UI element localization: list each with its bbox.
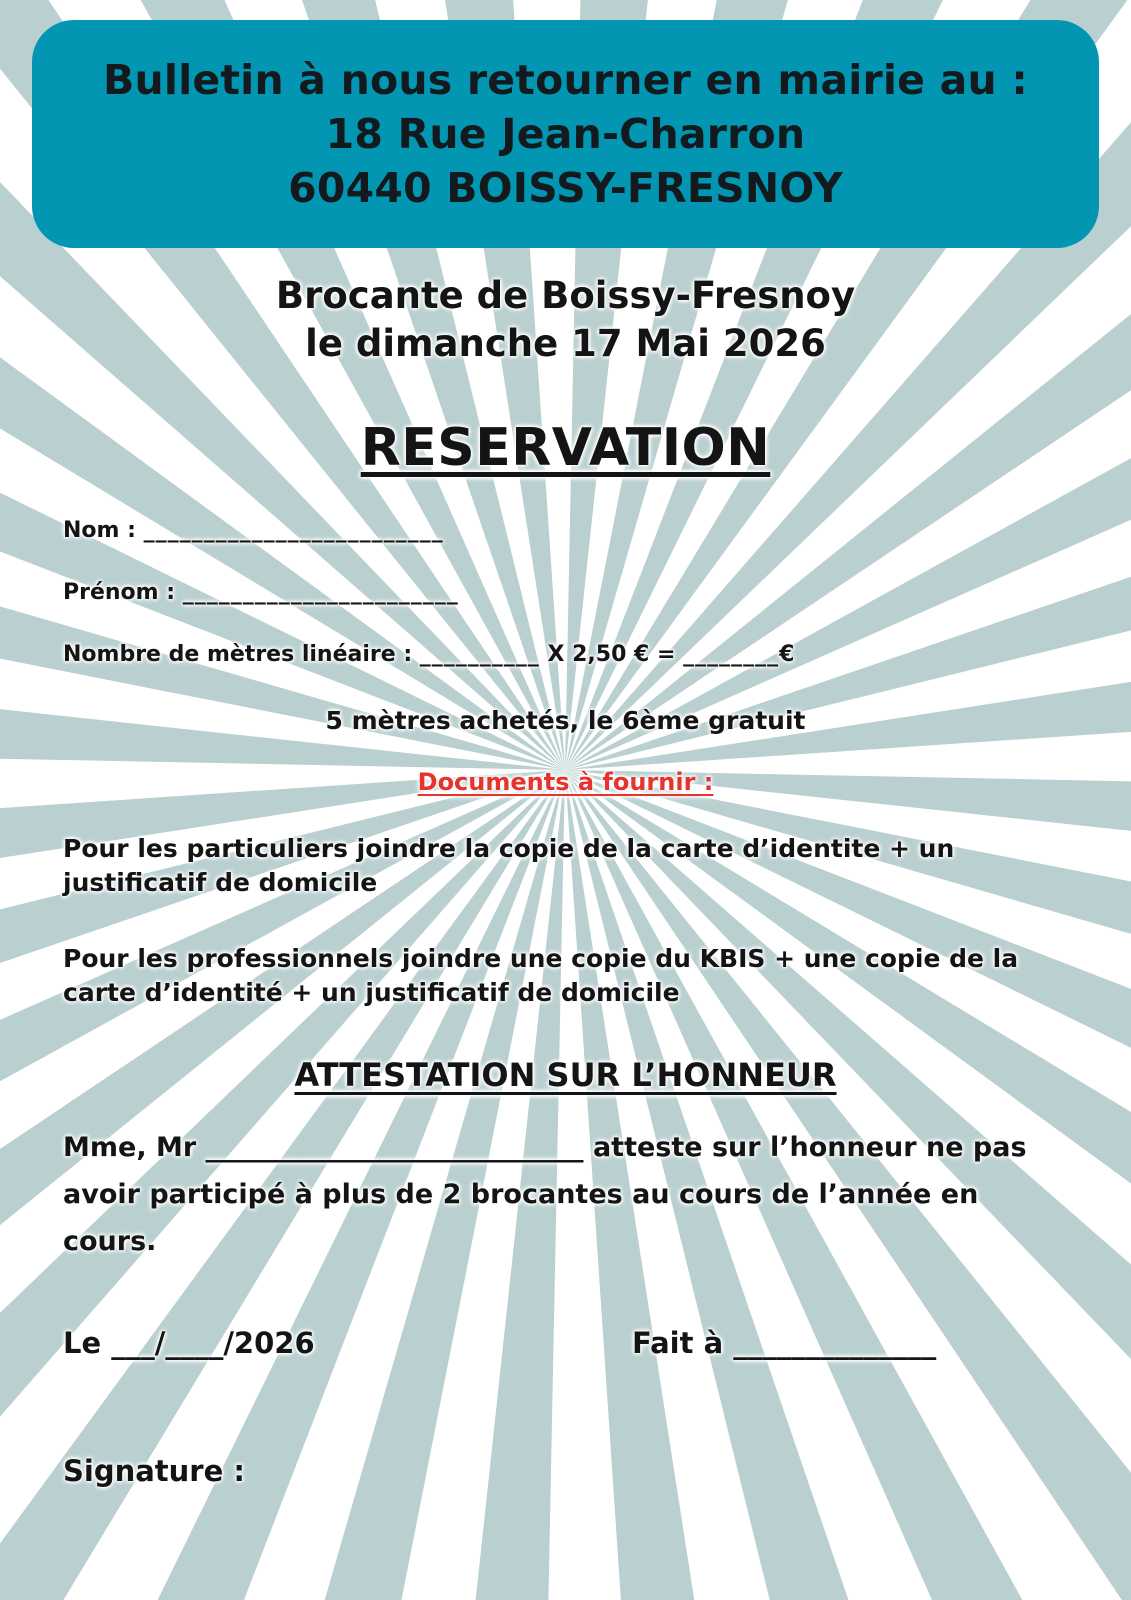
signature-label: Signature :	[63, 1454, 245, 1488]
price-per-metre: X 2,50 € =	[547, 642, 676, 667]
nom-field	[63, 518, 444, 543]
metres-input-line[interactable]: __________	[419, 642, 540, 667]
particuliers-requirements: Pour les particuliers joindre la copie de la carte d’identite + un justificatif de domicile	[63, 834, 955, 897]
event-title	[0, 272, 1131, 368]
event-name: Brocante de Boissy-Fresnoy	[275, 274, 856, 317]
prenom-label: Prénom :	[63, 580, 176, 605]
total-unit: €	[779, 642, 795, 667]
banner-line-3: 60440 BOISSY-FRESNOY	[288, 164, 843, 212]
reservation-title: RESERVATION	[360, 418, 771, 478]
nom-label: Nom :	[63, 518, 136, 543]
metres-label: Nombre de mètres linéaire :	[63, 642, 413, 667]
documents-heading: Documents à fournir :	[417, 768, 714, 796]
prenom-field	[63, 580, 459, 605]
attestation-text: Mme, Mr ____________________________ atteste sur l’honneur ne pas avoir participé à plus de 2 brocantes au cours de l’année en cours.	[63, 1132, 1027, 1257]
metres-field	[63, 642, 794, 667]
nom-input-line[interactable]: _________________________	[143, 518, 444, 543]
address-banner	[32, 20, 1099, 248]
total-input-line[interactable]: ________	[683, 642, 780, 667]
attestation-title: ATTESTATION SUR L’HONNEUR	[294, 1056, 837, 1094]
banner-line-2: 18 Rue Jean-Charron	[325, 110, 806, 158]
place-field[interactable]: Fait à ______________	[632, 1326, 937, 1360]
offer-text: 5 mètres achetés, le 6ème gratuit	[325, 706, 806, 735]
prenom-input-line[interactable]: _______________________	[182, 580, 459, 605]
event-date: le dimanche 17 Mai 2026	[305, 322, 826, 365]
banner-line-1: Bulletin à nous retourner en mairie au :	[103, 56, 1028, 104]
professionnels-requirements: Pour les professionnels joindre une copie du KBIS + une copie de la carte d’identité + un justificatif de domicile	[63, 944, 1019, 1007]
date-field[interactable]: Le ___/____/2026	[63, 1326, 315, 1360]
